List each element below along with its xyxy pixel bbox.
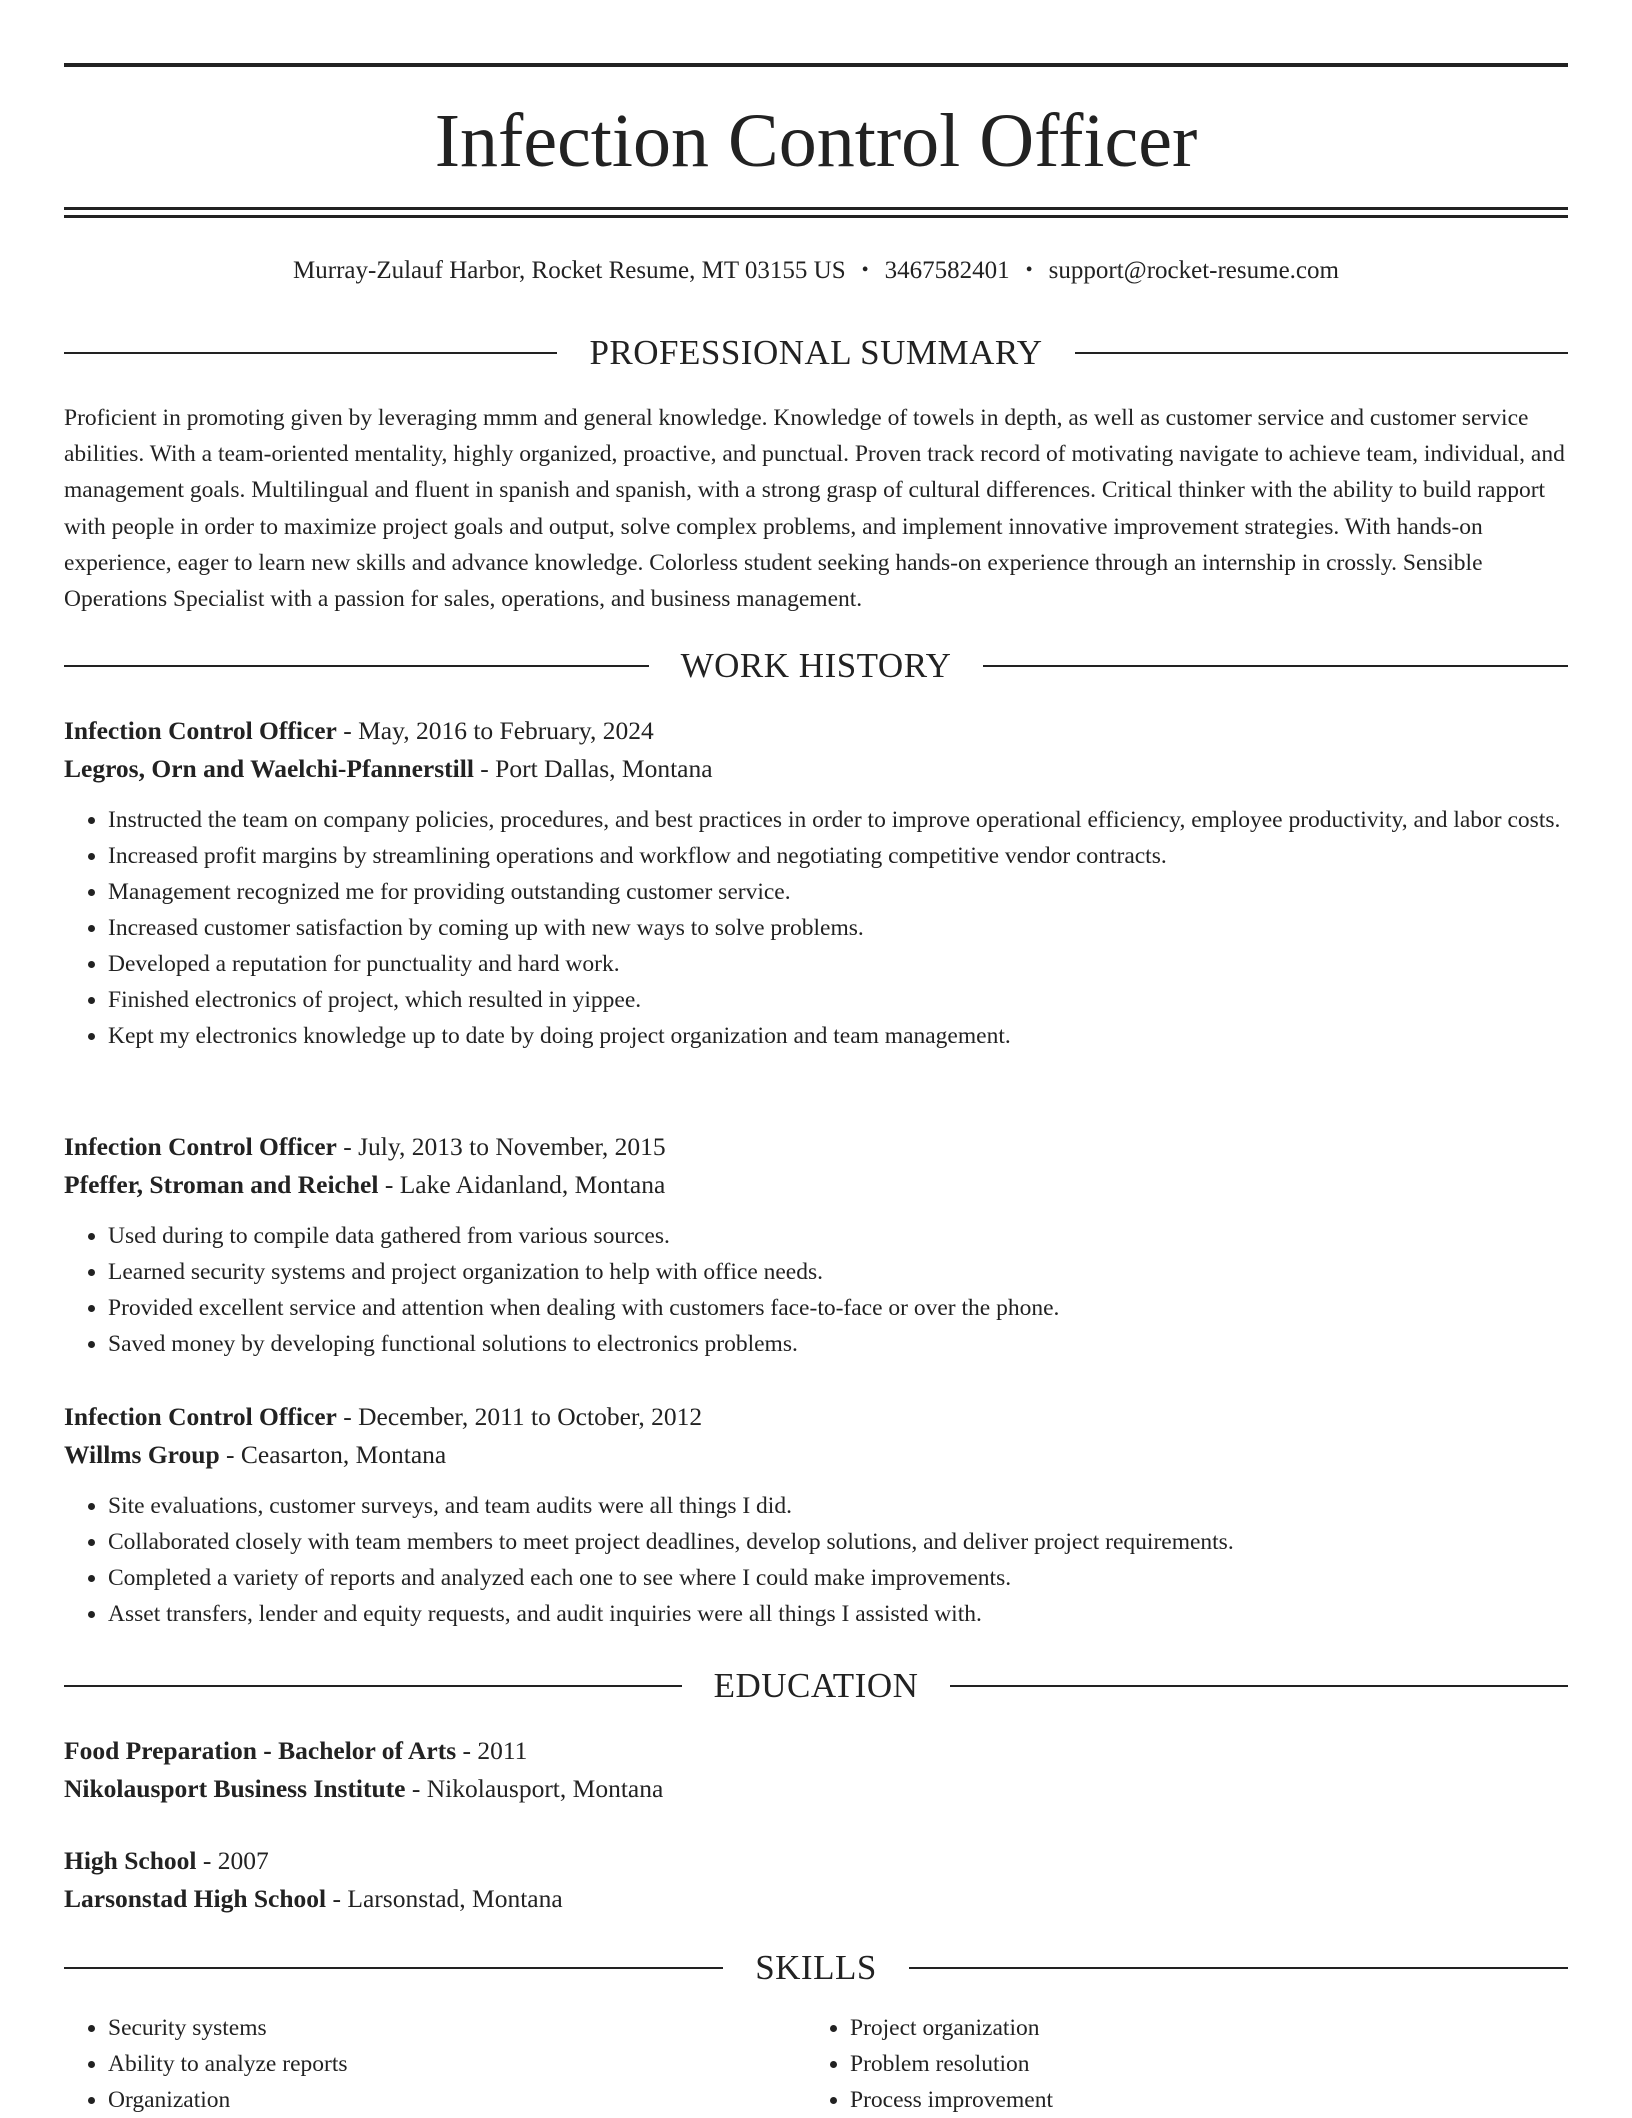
job-dates: - July, 2013 to November, 2015: [336, 1132, 666, 1161]
job-title: Infection Control Officer: [64, 716, 337, 745]
job-bullet: • Instructed the team on company policies, procedures, and best practices in order to improve operational efficiency, employee productivity, and labor costs.: [108, 802, 1568, 838]
job-bullet: • Developed a reputation for punctuality and hard work.: [108, 946, 1568, 982]
education-school: Larsonstad High School: [64, 1884, 327, 1913]
skills-list-left: [64, 2010, 808, 2118]
job-company-line: [64, 1166, 1568, 1204]
education-year: - 2007: [196, 1846, 269, 1875]
job-bullets: [64, 1218, 1568, 1362]
education-location: - Larsonstad, Montana: [326, 1884, 563, 1913]
title-double-rule: [64, 207, 1568, 218]
job-bullet: • Increased customer satisfaction by coming up with new ways to solve problems.: [108, 910, 1568, 946]
job-bullet: • Completed a variety of reports and analyzed each one to see where I could make improvements.: [108, 1560, 1568, 1596]
education-degree-line: [64, 1842, 1568, 1880]
education-heading: [64, 1665, 1568, 1707]
skill-item: • Security systems: [108, 2010, 808, 2046]
skill-item: • Organization: [108, 2082, 808, 2118]
job-title: Infection Control Officer: [64, 1132, 337, 1161]
job-entry: [64, 1398, 1568, 1632]
skills-heading-text: SKILLS: [755, 1948, 877, 1987]
contact-phone: 3467582401: [884, 257, 1010, 284]
job-bullet: • Finished electronics of project, which resulted in yippee.: [108, 982, 1568, 1018]
job-title-line: [64, 1398, 1568, 1436]
heading-rule-right: [909, 1967, 1568, 1969]
heading-rule-right: [983, 665, 1568, 667]
skill-item: • Project organization: [850, 2010, 1550, 2046]
contact-separator: •: [861, 259, 869, 281]
education-location: - Nikolausport, Montana: [405, 1774, 664, 1803]
education-school: Nikolausport Business Institute: [64, 1774, 406, 1803]
job-bullet: • Used during to compile data gathered from various sources.: [108, 1218, 1568, 1254]
job-title-line: [64, 1128, 1568, 1166]
job-bullet: • Increased profit margins by streamlining operations and workflow and negotiating competitive vendor contracts.: [108, 838, 1568, 874]
job-bullet: • Saved money by developing functional solutions to electronics problems.: [108, 1326, 1568, 1362]
job-bullet: • Collaborated closely with team members to meet project deadlines, develop solutions, and deliver project requirements.: [108, 1524, 1568, 1560]
education-degree: Food Preparation - Bachelor of Arts: [64, 1736, 457, 1765]
job-company: Pfeffer, Stroman and Reichel: [64, 1170, 379, 1199]
job-location: - Ceasarton, Montana: [219, 1440, 447, 1469]
contact-line: [64, 255, 1568, 288]
work-history-heading-text: WORK HISTORY: [680, 646, 952, 685]
education-school-line: [64, 1770, 1568, 1808]
skill-item: • Process improvement: [850, 2082, 1550, 2118]
job-company: Willms Group: [64, 1440, 220, 1469]
job-bullet: • Provided excellent service and attention when dealing with customers face-to-face or over the phone.: [108, 1290, 1568, 1326]
heading-rule-right: [950, 1685, 1568, 1687]
job-title-line: [64, 712, 1568, 750]
education-year: - 2011: [456, 1736, 528, 1765]
skills-heading: [64, 1947, 1568, 1989]
job-bullet: • Site evaluations, customer surveys, and team audits were all things I did.: [108, 1488, 1568, 1524]
job-company-line: [64, 750, 1568, 788]
job-dates: - May, 2016 to February, 2024: [336, 716, 654, 745]
contact-separator: •: [1025, 259, 1033, 281]
skill-item: • Problem resolution: [850, 2046, 1550, 2082]
resume-title: Infection Control Officer: [434, 99, 1198, 183]
education-degree: High School: [64, 1846, 197, 1875]
education-school-line: [64, 1880, 1568, 1918]
job-title: Infection Control Officer: [64, 1402, 337, 1431]
contact-email: support@rocket-resume.com: [1048, 257, 1339, 284]
work-history-heading: [64, 645, 1568, 687]
job-bullet: • Asset transfers, lender and equity requests, and audit inquiries were all things I assisted with.: [108, 1596, 1568, 1632]
job-company: Legros, Orn and Waelchi-Pfannerstill: [64, 754, 474, 783]
job-entry: [64, 1128, 1568, 1362]
skills-list-right: [806, 2010, 1550, 2118]
job-company-line: [64, 1436, 1568, 1474]
job-bullet: • Learned security systems and project organization to help with office needs.: [108, 1254, 1568, 1290]
contact-address: Murray-Zulauf Harbor, Rocket Resume, MT 03155 US: [293, 257, 846, 284]
education-heading-text: EDUCATION: [713, 1666, 919, 1705]
education-entry: [64, 1842, 1568, 1918]
heading-rule-left: [64, 665, 649, 667]
skill-item: • Ability to analyze reports: [108, 2046, 808, 2082]
job-bullets: [64, 1488, 1568, 1632]
education-entry: [64, 1732, 1568, 1808]
job-entry: [64, 712, 1568, 1054]
heading-rule-left: [64, 1967, 723, 1969]
heading-rule-right: [1075, 352, 1568, 354]
heading-rule-left: [64, 1685, 682, 1687]
job-location: - Lake Aidanland, Montana: [378, 1170, 666, 1199]
summary-text: Proficient in promoting given by leveraging mmm and general knowledge. Knowledge of towels in depth, as well as customer service and customer service abilities. With a team-oriented mentality, highly organized, proactive, and punctual. Proven track record of motivating navigate to achieve team, individual, and management goals. Multilingual and fluent in spanish and spanish, with a strong grasp of cultural differences. Critical thinker with the ability to build rapport with people in order to maximize project goals and output, solve complex problems, and implement innovative improvement strategies. With hands-on experience, eager to learn new skills and advance knowledge. Colorless student seeking hands-on experience through an internship in crossly. Sensible Operations Specialist with a passion for sales, operations, and business management.: [64, 405, 1565, 613]
top-rule: [64, 63, 1568, 67]
heading-rule-left: [64, 352, 557, 354]
summary-heading: [64, 332, 1568, 374]
job-bullets: [64, 802, 1568, 1054]
job-dates: - December, 2011 to October, 2012: [336, 1402, 703, 1431]
job-bullet: • Management recognized me for providing outstanding customer service.: [108, 874, 1568, 910]
job-location: - Port Dallas, Montana: [473, 754, 713, 783]
education-degree-line: [64, 1732, 1568, 1770]
summary-heading-text: PROFESSIONAL SUMMARY: [589, 333, 1043, 372]
job-bullet: • Kept my electronics knowledge up to date by doing project organization and team management.: [108, 1018, 1568, 1054]
